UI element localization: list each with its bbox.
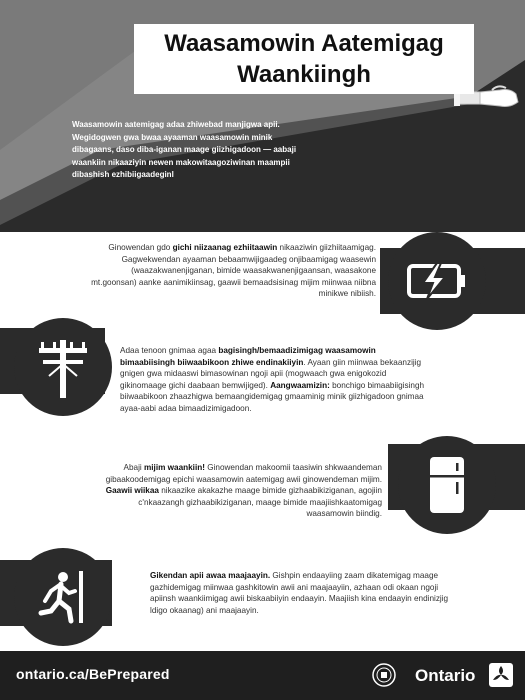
text-part: . Ayaan giin miinwaa bekaanzijig gnigen gwa midaaswi bimasowinan ngoji apii (mogwaach gwa enigokozid gikinomaage gichi daabaan bemwijiged).: [120, 357, 422, 390]
text-bold: Gaawii wiikaa: [105, 486, 159, 496]
footer-bar: [0, 651, 525, 700]
text-part: Gishpin endaayiing zaam dikatemigag maage gazhidemigag miinwaa gashkitowin awii ani maajaayiin, azhaan odi okaan ngoji apiinsh waankiimigag awii biskaabiiyin endaayin. Maajiish kina endaayin endinizjig ldigo okaanag) ani maajaayin.: [150, 571, 449, 615]
power-pole-icon: [35, 336, 91, 398]
text-part: Abaji: [123, 463, 144, 472]
page-title-line2: Waankiingh: [237, 61, 371, 88]
text-part: Ginowendan makoomii taasiwin shkwaandeman gibaakoodemigag epichi waasamowin aatemigag awii ginowendeman mijim.: [105, 463, 382, 484]
text-part: Adaa tenoon gnimaa agaa: [120, 346, 219, 355]
text-part: nikaazike akakazhe maage bimide gizhaabikiziganan, agojiin c'nkaazangh gizhaabikiziganan, maage bimide maajiishkaatomigag waasamowin biindig.: [138, 486, 382, 519]
exit-sign-icon: [33, 569, 93, 625]
prepared-link[interactable]: ontario.ca/BePrepared: [16, 666, 170, 682]
section-text: [86, 242, 376, 300]
icon-circle: [398, 436, 496, 534]
text-bold: mijim waankiin!: [143, 463, 205, 472]
section-text: [120, 345, 425, 415]
text-part: bonchigo bimaabiigisingh biiwaabikoon zhaazhigwa bemaangidemigag gmaaminig minik giizhigadoon gnimaa ayaa-aabi adaa bimaadizimigadoon.: [120, 380, 425, 413]
icon-circle: [388, 232, 486, 330]
page-title-line1: Waasamowin Aatemigag: [164, 30, 444, 57]
icon-circle: [14, 318, 112, 416]
battery-charging-icon: [407, 261, 467, 301]
text-bold: Gikendan apii awaa maajaayin.: [150, 571, 271, 580]
section-text: [150, 570, 450, 616]
government-seal-icon: [372, 662, 396, 688]
text-bold: bagisingh/bemaadizimigag waasamowin bimaabiisingh biiwaabikoon zhiwe endinakiiyin: [120, 346, 376, 367]
intro-text: Waasamowin aatemigag adaa zhiwebad manjigwa apii. Wegidogwen gwa bwaa ayaaman waasamowin minik dibagaans, daso diba-iganan maage giizhigadoon — aabaji waankiin nikaaziyin newen makowitaagoziwinan maampii dibashish ezhibiigaadeginl: [72, 120, 297, 179]
icon-circle: [14, 548, 112, 646]
section-text: [92, 462, 382, 520]
title-box: [134, 24, 474, 94]
trillium-logo-icon: [489, 663, 513, 687]
text-part: nikaaziwin giizhiitaamigag. Gagwekwendan ayaaman bebaamwijigaadeg onjibaamigag waasewin (waazakwanenjiganan, bimide waasakwanenjigaansan, waasakone mt.goonsan) aanke aanimikiinsag, gaawii bemaadsisinag mijim miinwaa niibna minikwe nibiish.: [91, 243, 376, 299]
refrigerator-icon: [427, 455, 467, 515]
header-banner: [0, 0, 525, 232]
brand-wordmark: Ontario: [415, 666, 476, 685]
text-part: Ginowendan gdo: [108, 243, 173, 252]
text-bold: Aangwaamizin:: [270, 380, 330, 390]
text-bold: gichi niizaanag ezhiitaawin: [172, 243, 278, 252]
